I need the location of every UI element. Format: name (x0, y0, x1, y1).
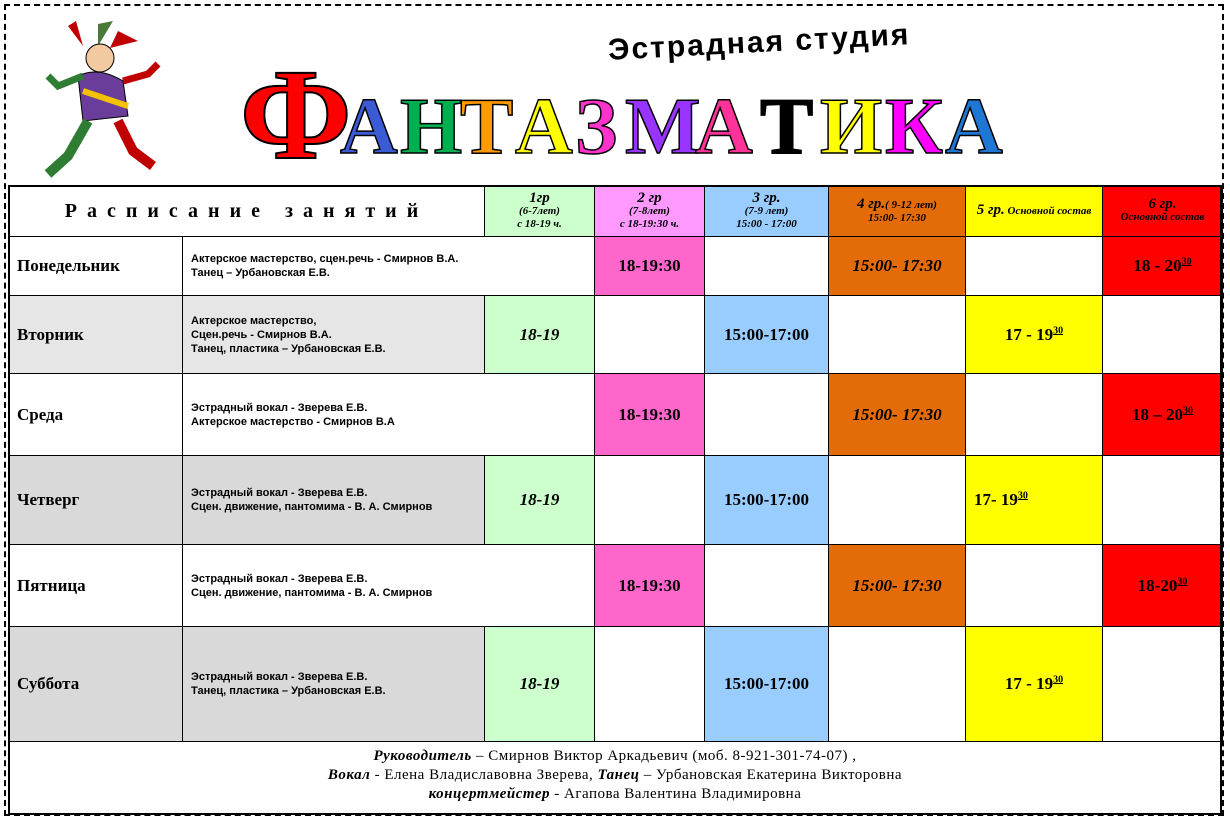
day-label: Вторник (9, 296, 183, 374)
day-label: Четверг (9, 456, 183, 545)
slot-g1: 18-19 (485, 456, 595, 545)
subjects-cell: Эстрадный вокал - Зверева Е.В. Сцен. движение, пантомима - В. А. Смирнов (183, 545, 595, 627)
svg-text:И: И (820, 83, 883, 171)
svg-text:А: А (515, 83, 573, 171)
slot-g3-empty (705, 374, 829, 456)
jester-illustration (28, 16, 168, 182)
slot-g3: 15:00-17:00 (705, 296, 829, 374)
footer-line-director: Руководитель – Смирнов Виктор Аркадьевич (моб. 8-921-301-74-07) , (373, 748, 857, 764)
slot-g5: $17 - 19^{30}$ (966, 296, 1103, 374)
studio-subtitle: Эстрадная студия (607, 18, 912, 67)
slot-g5: $17 - 19^{30}$ (966, 627, 1103, 742)
svg-text:М: М (625, 83, 701, 171)
svg-text:А: А (695, 83, 753, 171)
svg-text:Т: Т (760, 83, 814, 171)
group-header-2: 2 гр (7-8лет) с 18-19:30 ч. (595, 186, 705, 237)
slot-g4: 15:00- 17:30 (829, 374, 966, 456)
svg-text:Ф: Ф (240, 48, 352, 178)
slot-g1: 18-19 (485, 627, 595, 742)
table-row-thursday (9, 456, 1223, 545)
slot-g6-empty (1103, 627, 1223, 742)
staff-footer (8, 744, 1222, 814)
slot-g4-empty (829, 627, 966, 742)
group-header-6: 6 гр. Основной состав (1103, 186, 1223, 237)
slot-g5-empty (966, 237, 1103, 296)
subjects-cell: Эстрадный вокал - Зверева Е.В. Актерское мастерство - Смирнов В.А (183, 374, 595, 456)
subjects-cell: Эстрадный вокал - Зверева Е.В. Танец, пластика – Урбановская Е.В. (183, 627, 485, 742)
table-row-tuesday (9, 296, 1223, 374)
svg-text:Т: Т (460, 83, 514, 171)
slot-g5: 17- $19^{30}$ (966, 456, 1103, 545)
slot-g6: $18 - 20^{30}$ (1103, 237, 1223, 296)
svg-text:А: А (340, 83, 398, 171)
slot-g3-empty (705, 545, 829, 627)
slot-g2-empty (595, 627, 705, 742)
slot-g2: 18-19:30 (595, 545, 705, 627)
slot-g4: 15:00- 17:30 (829, 545, 966, 627)
table-row-wednesday (9, 374, 1223, 456)
svg-text:З: З (575, 83, 618, 171)
svg-text:Н: Н (400, 83, 463, 171)
schedule-title: Расписание занятий (9, 186, 485, 237)
subjects-cell: Актерское мастерство, Сцен.речь - Смирнов В.А. Танец, пластика – Урбановская Е.В. (183, 296, 485, 374)
day-label: Среда (9, 374, 183, 456)
group-header-4: 4 гр.( 9-12 лет) 15:00- 17:30 (829, 186, 966, 237)
svg-text:А: А (945, 83, 1003, 171)
slot-g3-empty (705, 237, 829, 296)
footer-line-teachers: Вокал - Елена Владиславовна Зверева, Танец – Урбановская Екатерина Викторовна (327, 767, 903, 783)
table-row-saturday (9, 627, 1223, 742)
table-row-monday (9, 237, 1223, 296)
day-label: Суббота (9, 627, 183, 742)
slot-g4: 15:00- 17:30 (829, 237, 966, 296)
studio-logo-title (240, 48, 1100, 178)
svg-text:К: К (885, 83, 944, 171)
group-header-1: 1гр (6-7лет) с 18-19 ч. (485, 186, 595, 237)
schedule-table (8, 185, 1223, 742)
slot-g3: 15:00-17:00 (705, 627, 829, 742)
slot-g6: $18-20^{30}$ (1103, 545, 1223, 627)
slot-g3: 15:00-17:00 (705, 456, 829, 545)
slot-g4-empty (829, 456, 966, 545)
slot-g5-empty (966, 374, 1103, 456)
slot-g1: 18-19 (485, 296, 595, 374)
subjects-cell: Актерское мастерство, сцен.речь - Смирнов В.А. Танец – Урбановская Е.В. (183, 237, 595, 296)
slot-g6-empty (1103, 456, 1223, 545)
table-row-friday (9, 545, 1223, 627)
group-header-5: 5 гр. Основной состав (966, 186, 1103, 237)
slot-g2-empty (595, 456, 705, 545)
day-label: Пятница (9, 545, 183, 627)
day-label: Понедельник (9, 237, 183, 296)
group-header-3: 3 гр. (7-9 лет) 15:00 - 17:00 (705, 186, 829, 237)
slot-g2: 18-19:30 (595, 237, 705, 296)
slot-g5-empty (966, 545, 1103, 627)
slot-g2-empty (595, 296, 705, 374)
table-header-row (9, 186, 1223, 237)
slot-g6-empty (1103, 296, 1223, 374)
subjects-cell: Эстрадный вокал - Зверева Е.В. Сцен. движение, пантомима - В. А. Смирнов (183, 456, 485, 545)
slot-g4-empty (829, 296, 966, 374)
slot-g2: 18-19:30 (595, 374, 705, 456)
footer-line-accompanist: концертмейстер - Агапова Валентина Владимировна (428, 786, 802, 802)
header (8, 8, 1222, 184)
slot-g6: $18 - 20^{30}$ (1103, 374, 1223, 456)
